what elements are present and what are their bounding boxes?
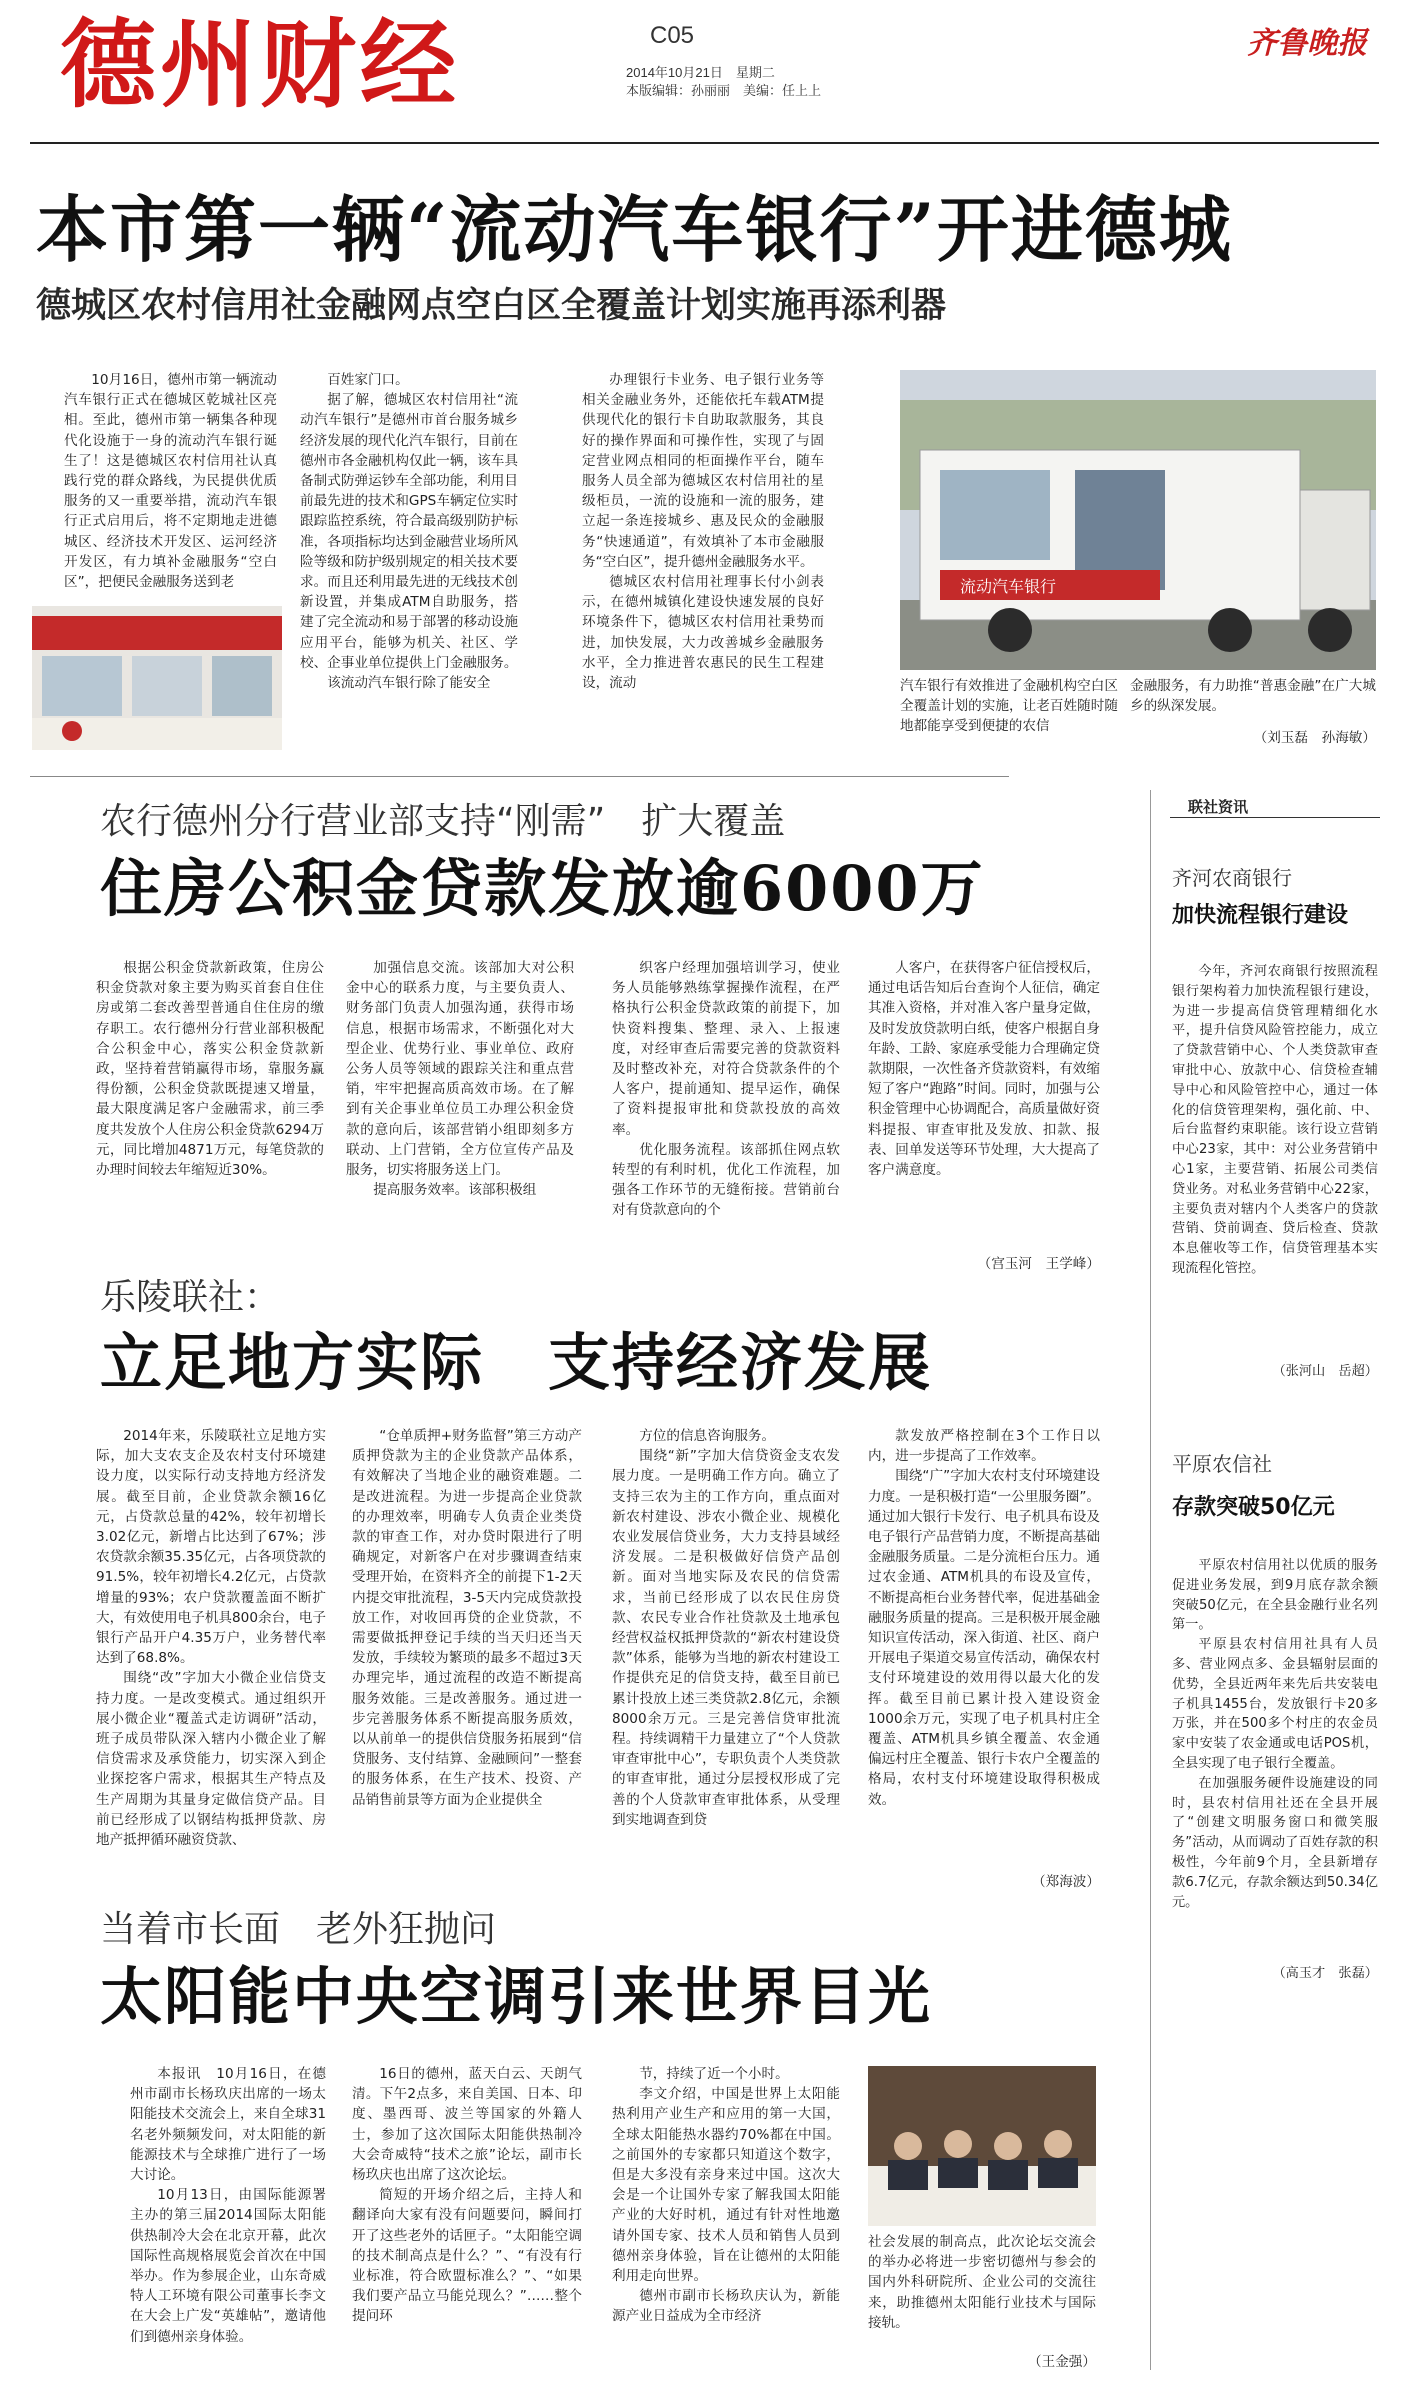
story4-photo-forum bbox=[868, 2066, 1096, 2226]
story2-kicker: 农行德州分行营业部支持“刚需” 扩大覆盖 bbox=[100, 801, 786, 842]
sidebar-title: 联社资讯 bbox=[1188, 798, 1249, 816]
story1-caption-left: 汽车银行有效推进了金融机构空白区全覆盖计划的实施，让老百姓随时随地都能享受到便捷的农信 bbox=[900, 678, 1118, 735]
story1-subhead: 德城区农村信用社金融网点空白区全覆盖计划实施再添利器 bbox=[36, 286, 947, 326]
sidebar-header bbox=[1170, 796, 1380, 818]
story4-headline: 太阳能中央空调引来世界目光 bbox=[100, 1960, 933, 2033]
sidebar-item2-credit: （高玉才 张磊） bbox=[1272, 1966, 1378, 1981]
issue-date: 2014年10月21日 星期二 bbox=[626, 65, 775, 80]
truck-side-sign: 流动汽车银行 bbox=[960, 577, 1057, 596]
sidebar-item1-credit: （张河山 岳超） bbox=[1272, 1364, 1378, 1379]
story4-column-3: 节，持续了近一个小时。 李文介绍，中国是世界上太阳能热利用产业生产和应用的第一大国，全球太阳能热水器约70%都在中国。之前国外的专家都只知道这个数字，但是大多没有亲身来过中国。这次大会是一个让国外专家了解我国太阳能产业的大好时机，通过有针对性地邀请外国专家、技术人员和销售人员到德州亲身体验，旨在让德州的太阳能利用走向世界。 德州市副市长杨玖庆认为，新能源产业日益成为全市经济 bbox=[612, 2066, 840, 2325]
sidebar-item2-body: 平原农村信用社以优质的服务促进业务发展，到9月底存款余额突破50亿元，在全县金融行业名列第一。 平原县农村信用社具有人员多、营业网点多、金县辐射层面的优势，全县近两年来先后共安装电子机具1455台，发放银行卡20多万张，并在500多个村庄的农金员家中安装了农金通或电话POS机，全县实现了电子银行全覆盖。 在加强服务硬件设施建设的同时，县农村信用社还在全县开展了“创建文明服务窗口和微笑服务”活动，从而调动了百姓存款的积极性，今年前9个月，全县新增存款6.7亿元，存款余额达到50.34亿元。 bbox=[1172, 1558, 1378, 1910]
story1-photo-mobile-bank-truck bbox=[900, 370, 1376, 670]
story3-credit: （郑海波） bbox=[1032, 1874, 1100, 1890]
sidebar-divider bbox=[1150, 790, 1151, 2370]
story4-column-1: 本报讯 10月16日，在德州市副市长杨玖庆出席的一场太阳能技术交流会上，来自全球31名老外频频发问，对太阳能的新能源技术与全球推广进行了一场大讨论。 10月13日，由国际能源署主办的第三届2014国际太阳能供热制冷大会在北京开幕，此次国际性高规格展览会首次在中国举办。作为参展企业，山东奇威特人工环境有限公司董事长李文在大会上广发“英雄帖”，邀请他们到德州亲身体验。 bbox=[130, 2066, 326, 2345]
sidebar-item1-kicker: 齐河农商银行 bbox=[1172, 866, 1292, 890]
masthead-rule bbox=[30, 142, 1379, 144]
page-number: C05 bbox=[650, 22, 695, 49]
sidebar-item1-body: 今年，齐河农商银行按照流程银行架构着力加快流程银行建设，为进一步提高信贷管理精细化水平，提升信贷风险管控能力，成立了贷款营销中心、个人类贷款审查审批中心、放款中心、信贷检查辅导中心和风险管控中心，通过一体化的信贷管理架构，强化前、中、后台监督约束职能。该行设立营销中心23家，其中：对公业务营销中心1家，主要营销、拓展公司类信贷业务。对私业务营销中心22家，主要负责对辖内个人类客户的贷款营销、贷前调查、贷后检查、贷款本息催收等工作，信贷管理基本实现流程化管控。 bbox=[1172, 964, 1378, 1276]
sidebar-item2-kicker: 平原农信社 bbox=[1172, 1452, 1272, 1476]
story3-column-2: “仓单质押+财务监督”第三方动产质押贷款为主的企业贷款产品体系，有效解决了当地企业的融资难题。二是改进流程。为进一步提高企业贷款的办理效率，明确专人负责企业类贷款的审查工作，对办贷时限进行了明确规定，对新客户在对步骤调查结束受理开始，在资料齐全的前提下1-2天内提交审批流程，3-5天内完成贷款投放工作，对收回再贷的企业贷款，不需要做抵押登记手续的当天归还当天发放，手续较为繁琐的最多不超过3天办理完毕，通过流程的改造不断提高服务效能。三是改善服务。通过进一步完善服务体系不断提高服务质效，以从前单一的提供信贷服务拓展到“信贷服务、支付结算、金融顾问”一整套的服务体系，在生产技术、投资、产品销售前景等方面为企业提供全 bbox=[352, 1428, 582, 1808]
section-rule-1 bbox=[30, 776, 1009, 777]
story3-column-4: 款发放严格控制在3个工作日以内，进一步提高了工作效率。 围绕“广”字加大农村支付环境建设力度。一是积极打造“一公里服务圈”。通过加大银行卡发行、电子机具布设及电子银行产品营销力度，不断提高基础金融服务质量。二是分流柜台压力。通过农金通、ATM机具的布设及宣传，不断提高柜台业务替代率，促进基础金融服务质量的提高。三是积极开展金融知识宣传活动，深入街道、社区、商户开展电子渠道交易宣传活动，确保农村支付环境建设的效用得以最大化的发挥。截至目前已累计投入建设资金1000余万元，实现了电子机具村庄全覆盖、ATM机具乡镇全覆盖、农金通偏远村庄全覆盖、银行卡农户全覆盖的格局，农村支付环境建设取得积极成效。 bbox=[868, 1428, 1100, 1808]
story1-column-1: 10月16日，德州市第一辆流动汽车银行正式在德城区乾城社区亮相。至此，德州市第一辆集各种现代化设施于一身的流动汽车银行诞生了！这是德城区农村信用社认真践行党的群众路线，为民提供优质服务的又一重要举措，流动汽车银行正式启用后，将不定期地走进德城区、经济技术开发区、运河经济开发区，有力填补金融服务“空白区”，把便民金融服务送到老 bbox=[64, 372, 277, 591]
story2-column-3: 织客户经理加强培训学习，使业务人员能够熟练掌握操作流程，在严格执行公积金贷款政策的前提下，加快资料搜集、整理、录入、上报速度，对经审查后需要完善的贷款资料及时整改补充，对符合贷款条件的个人客户，提前通知、提早运作，确保了资料提报审批和贷款投放的高效率。 优化服务流程。该部抓住网点软转型的有利时机，优化工作流程，加强各工作环节的无缝衔接。营销前台对有贷款意向的个 bbox=[612, 960, 840, 1219]
story1-column-2: 百姓家门口。 据了解，德城区农村信用社“流动汽车银行”是德州市首台服务城乡经济发展的现代化汽车银行，目前在德州市各金融机构仅此一辆，该车具备制式防弹运钞车全部功能，利用目前最先进的技术和GPS车辆定位实时跟踪监控系统，符合最高级别防护标准，各项指标均达到金融营业场所风险等级和防护级别规定的相关技术要求。而且还利用最先进的无线技术创新设置，并集成ATM自助服务，搭建了完全流动和易于部署的移动设施应用平台，能够为机关、社区、学校、企事业单位提供上门金融服务。 该流动汽车银行除了能安全 bbox=[300, 372, 518, 692]
sidebar-item2-headline: 存款突破50亿元 bbox=[1172, 1495, 1335, 1520]
story1-column-3: 办理银行卡业务、电子银行业务等相关金融业务外，还能依托车载ATM提供现代化的银行卡自助取款服务，其良好的操作界面和可操作性，实现了与固定营业网点相同的柜面操作平台，随车服务人员全部为德城区农村信用社的星级柜员，一流的设施和一流的服务，建立起一条连接城乡、惠及民众的金融服务“快速通道”，有效填补了本市金融服务“空白区”，提升德州金融服务水平。 德城区农村信用社理事长付小剑表示，在德州城镇化建设快速发展的良好环境条件下，德城区农村信用社秉势而进，加快发展，大力改善城乡金融服务水平，全力推进普农惠民的民生工程建设，流动 bbox=[582, 372, 824, 692]
story2-column-2: 加强信息交流。该部加大对公积金中心的联系力度，与主要负责人、财务部门负责人加强沟通，获得市场信息，根据市场需求，不断强化对大型企业、优势行业、事业单位、政府公务人员等领域的跟踪关注和重点营销，牢牢把握高质高效市场。在了解到有关企事业单位员工办理公积金贷款的意向后，该部营销小组即刻多方联动、上门营销，全方位宣传产品及服务，切实将服务送上门。 提高服务效率。该部积极组 bbox=[346, 960, 574, 1199]
story4-credit: （王金强） bbox=[1028, 2354, 1096, 2370]
truck-photo-graphic bbox=[900, 370, 1376, 670]
editor-credits: 本版编辑：孙丽丽 美编：任上上 bbox=[626, 83, 822, 98]
story2-credit: （宫玉河 王学峰） bbox=[977, 1256, 1100, 1272]
story3-kicker: 乐陵联社： bbox=[100, 1277, 281, 1318]
forum-photo-graphic bbox=[868, 2066, 1096, 2226]
story2-headline: 住房公积金贷款发放逾6000万 bbox=[100, 852, 985, 925]
story3-column-1: 2014年来，乐陵联社立足地方实际，加大支农支企及农村支付环境建设力度，以实际行动支持地方经济发展。截至目前，企业贷款余额16亿元，占贷款总量的42%，较年初增长3.02亿元，新增占比达到了67%；涉农贷款余额35.35亿元，占各项贷款的91.5%，较年初增长4.2亿元，占贷款增量的93%；农户贷款覆盖面不断扩大，有效使用电子机具800余台，电子银行产品开户4.35万户，业务替代率达到了68.8%。 围绕“改”字加大小微企业信贷支持力度。一是改变模式。通过组织开展小微企业“覆盖式走访调研”活动，班子成员带队深入辖内小微企业了解信贷需求及承贷能力，切实深入到企业探挖客户需求，根据其生产特点及生产周期为其量身定做信贷产品。目前已经形成了以钢结构抵押贷款、房地产抵押循环融资贷款、 bbox=[96, 1428, 326, 1849]
story3-column-3: 方位的信息咨询服务。 围绕“新”字加大信贷资金支农发展力度。一是明确工作方向。确立了支持三农为主的工作方向，重点面对新农村建设、涉农小微企业、规模化农业发展信贷业务，大力支持县域经济发展。二是积极做好信贷产品创新。面对当地实际及农民的信贷需求，当前已经形成了以农民住房贷款、农民专业合作社贷款及土地承包经营权益权抵押贷款的“新农村建设贷款”体系，能够为当地的新农村建设工作提供充足的信贷支持，截至目前已累计投放上述三类贷款2.8亿元，余额8000余万元。三是完善信贷审批流程。持续调精干力量建立了“个人贷款审查审批中心”，专职负责个人类贷款的审查审批，通过分层授权形成了完善的个人贷款审查审批体系，从受理到实地调查到贷 bbox=[612, 1428, 840, 1828]
story4-caption: 社会发展的制高点，此次论坛交流会的举办必将进一步密切德州与参会的国内外科研院所、企业公司的交流往来，助推德州太阳能行业技术与国际接轨。 bbox=[868, 2234, 1096, 2331]
story3-headline: 立足地方实际 支持经济发展 bbox=[100, 1326, 933, 1399]
story4-column-2: 16日的德州，蓝天白云、天朗气清。下午2点多，来自美国、日本、印度、墨西哥、波兰等国家的外籍人士，参加了这次国际太阳能供热制冷大会奇威特“技术之旅”论坛，副市长杨玖庆也出席了这次论坛。 简短的开场介绍之后，主持人和翻译向大家有没有问题要问，瞬间打开了这些老外的话匣子。“太阳能空调的技术制高点是什么？”、“有没有行业标准，符合欧盟标准么？”、“如果我们要产品立马能兑现么？”……整个提问环 bbox=[352, 2066, 582, 2325]
story1-headline: 本市第一辆“流动汽车银行”开进德城 bbox=[36, 187, 1233, 272]
story2-column-1: 根据公积金贷款新政策，住房公积金贷款对象主要为购买首套自住住房或第二套改善型普通自住住房的缴存职工。农行德州分行营业部积极配合公积金中心，落实公积金贷款新政，坚持着营销赢得市场，靠服务赢得份额，公积金贷款既提速又增量，最大限度满足客户金融需求，前三季度共发放个人住房公积金贷款6294万元，同比增加4871万元，每笔贷款的办理时间较去年缩短近30%。 bbox=[96, 960, 324, 1179]
newspaper-logo: 齐鲁晚报 bbox=[1247, 26, 1367, 61]
sidebar-item1-headline: 加快流程银行建设 bbox=[1172, 903, 1349, 928]
story1-caption-right: 金融服务，有力助推“普惠金融”在广大城乡的纵深发展。 bbox=[1130, 678, 1376, 715]
story2-column-4: 人客户，在获得客户征信授权后，通过电话告知后台查询个人征信，确定其准入资格，并对准入客户量身定做，及时发放贷款明白纸，使客户根据自身年龄、工龄、家庭承受能力合理确定贷款期限，一次性备齐贷款资料，有效缩短了客户“跑路”时间。同时，加强与公积金管理中心协调配合，高质量做好资料提报、审查审批及发放、扣款、报表、回单发送等环节处理，大大提高了客户满意度。 bbox=[868, 960, 1100, 1179]
story4-kicker: 当着市长面 老外狂抛问 bbox=[100, 1909, 497, 1950]
inset-photo-graphic bbox=[32, 606, 282, 750]
story1-credit: （刘玉磊 孙海敏） bbox=[1253, 730, 1376, 746]
masthead-title: 德州财经 bbox=[60, 8, 460, 121]
story1-inset-photo bbox=[32, 606, 282, 750]
